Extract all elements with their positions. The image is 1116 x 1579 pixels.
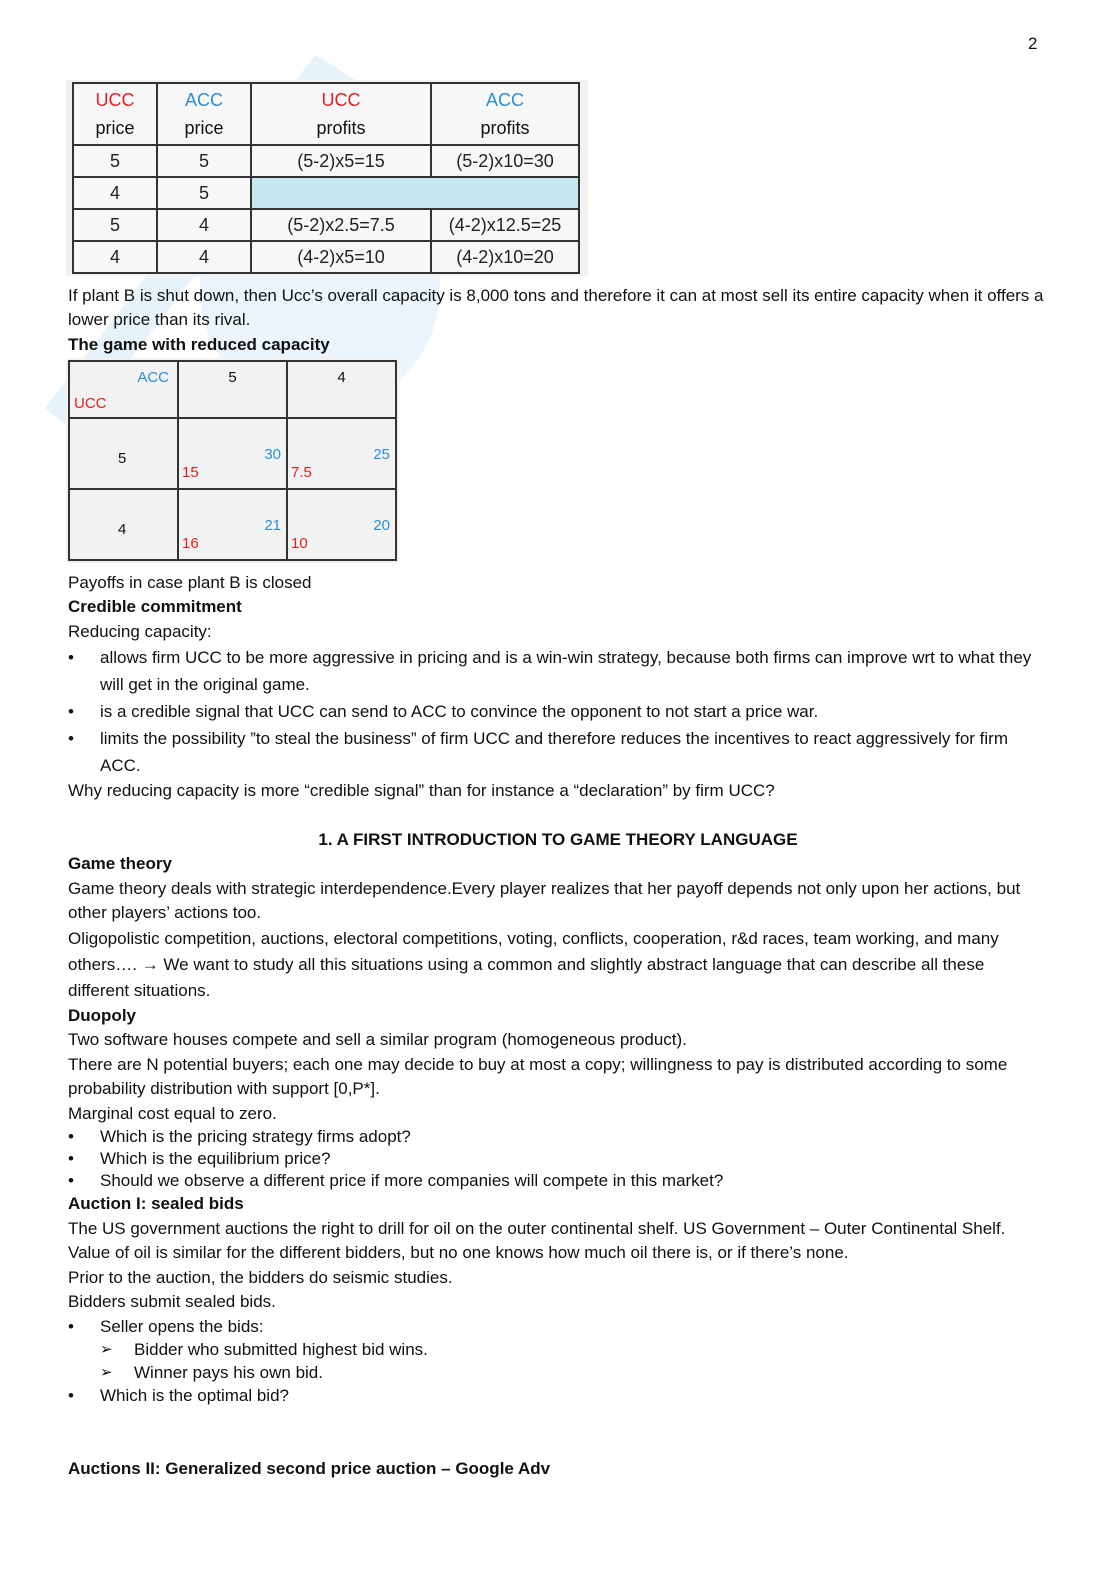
matrix-col-header: 5 bbox=[178, 361, 287, 418]
auction-1-bullet-list bbox=[68, 1315, 1048, 1338]
list-item: ➢ Bidder who submitted highest bid wins. bbox=[68, 1338, 1048, 1361]
credible-commitment-heading: Credible commitment bbox=[68, 597, 242, 616]
profits-table bbox=[72, 82, 580, 274]
list-item: • Which is the pricing strategy firms adopt? bbox=[68, 1126, 1048, 1148]
acc-payoff: 20 bbox=[373, 517, 390, 534]
auction-1-sub-list bbox=[68, 1338, 1048, 1384]
section-title: 1. A FIRST INTRODUCTION TO GAME THEORY LANGUAGE bbox=[318, 829, 798, 849]
list-item: • Which is the equilibrium price? bbox=[68, 1148, 1048, 1170]
header-acc-profits: ACC profits bbox=[431, 83, 579, 145]
duopoly-paragraph-1: Two software houses compete and sell a similar program (homogeneous product). bbox=[68, 1030, 687, 1049]
header-ucc-profits: UCC profits bbox=[251, 83, 431, 145]
list-item: ➢ Winner pays his own bid. bbox=[68, 1361, 1048, 1384]
ucc-payoff: 15 bbox=[182, 463, 199, 481]
matrix-cell bbox=[178, 489, 287, 560]
game-theory-heading: Game theory bbox=[68, 854, 172, 873]
matrix-corner bbox=[69, 361, 178, 418]
table-cell: (4-2)x10=20 bbox=[431, 241, 579, 273]
matrix-cell bbox=[287, 418, 396, 489]
duopoly-paragraph-3: Marginal cost equal to zero. bbox=[68, 1103, 277, 1123]
table-cell: (5-2)x2.5=7.5 bbox=[251, 209, 431, 241]
table-header-row bbox=[73, 83, 579, 145]
list-item: • Which is the optimal bid? bbox=[68, 1384, 1048, 1407]
row-player-label: UCC bbox=[74, 395, 107, 412]
page-number: 2 bbox=[1028, 34, 1038, 53]
table-cell: 5 bbox=[73, 145, 157, 177]
table-cell: (4-2)x12.5=25 bbox=[431, 209, 579, 241]
ucc-payoff: 7.5 bbox=[291, 463, 312, 481]
list-item: • is a credible signal that UCC can send to ACC to convince the opponent to not start a price war. bbox=[68, 698, 1048, 725]
document-body bbox=[68, 80, 1048, 1481]
table-cell: (4-2)x5=10 bbox=[251, 241, 431, 273]
game-theory-paragraph-2: Oligopolistic competition, auctions, electoral competitions, voting, conflicts, cooperation, r&d races, team working, and many others…. → We want to study all this situations using a common and slightly abstract language that can describe all these different situations. bbox=[68, 928, 999, 1000]
table-cell: 5 bbox=[157, 177, 251, 209]
list-item: • Seller opens the bids: bbox=[68, 1315, 1048, 1338]
table-cell-highlighted bbox=[251, 177, 579, 209]
matrix-cell bbox=[287, 489, 396, 560]
duopoly-heading: Duopoly bbox=[68, 1005, 136, 1025]
header-acc-price: ACC price bbox=[157, 83, 251, 145]
matrix-cell bbox=[178, 418, 287, 489]
list-item: • allows firm UCC to be more aggressive in pricing and is a win-win strategy, because both firms can improve wrt to what they will get in the original game. bbox=[68, 644, 1048, 698]
header-ucc-price: UCC price bbox=[73, 83, 157, 145]
table-cell: (5-2)x5=15 bbox=[251, 145, 431, 177]
list-item: • Should we observe a different price if more companies will compete in this market? bbox=[68, 1170, 1048, 1192]
auction-1-bullet-list-2 bbox=[68, 1384, 1048, 1407]
table-row bbox=[73, 177, 579, 209]
arrow-icon: → bbox=[141, 954, 159, 974]
auction-1-heading: Auction I: sealed bids bbox=[68, 1194, 244, 1213]
list-item: • limits the possibility ”to steal the business” of firm UCC and therefore reduces the incentives to react aggressively for firm ACC. bbox=[68, 725, 1048, 779]
table-cell: 4 bbox=[73, 241, 157, 273]
auction-2-heading: Auctions II: Generalized second price auction – Google Adv bbox=[68, 1458, 551, 1478]
table-cell: 5 bbox=[157, 145, 251, 177]
table-row bbox=[73, 241, 579, 273]
table-cell: 4 bbox=[157, 241, 251, 273]
payoff-matrix-figure bbox=[66, 358, 399, 563]
duopoly-paragraph-2: There are N potential buyers; each one may decide to buy at most a copy; willingness to pay is distributed according to some probability distribution with support [0,P*]. bbox=[68, 1054, 1008, 1098]
table-cell: 4 bbox=[157, 209, 251, 241]
reducing-capacity-label: Reducing capacity: bbox=[68, 621, 212, 641]
table-cell: 5 bbox=[73, 209, 157, 241]
duopoly-bullet-list bbox=[68, 1126, 1048, 1192]
auction-1-paragraph-2: Prior to the auction, the bidders do seismic studies. bbox=[68, 1267, 453, 1287]
table-cell: (5-2)x10=30 bbox=[431, 145, 579, 177]
why-question: Why reducing capacity is more “credible signal” than for instance a “declaration” by firm UCC? bbox=[68, 781, 775, 800]
game-theory-paragraph-1: Game theory deals with strategic interdependence.Every player realizes that her payoff depends not only upon her actions, but other players’ actions too. bbox=[68, 878, 1021, 922]
matrix-caption: Payoffs in case plant B is closed bbox=[68, 572, 312, 592]
col-player-label: ACC bbox=[137, 369, 169, 386]
table-row bbox=[73, 145, 579, 177]
matrix-row-header: 4 bbox=[69, 489, 178, 560]
table-row bbox=[73, 209, 579, 241]
table-cell: 4 bbox=[73, 177, 157, 209]
ucc-payoff: 10 bbox=[291, 534, 308, 552]
ucc-payoff: 16 bbox=[182, 534, 199, 552]
acc-payoff: 21 bbox=[264, 517, 281, 534]
payoff-matrix bbox=[68, 360, 397, 561]
acc-payoff: 25 bbox=[373, 446, 390, 463]
intro-paragraph: If plant B is shut down, then Ucc’s overall capacity is 8,000 tons and therefore it can at most sell its entire capacity when it offers a lower price than its rival. bbox=[68, 285, 1044, 329]
acc-payoff: 30 bbox=[264, 446, 281, 463]
auction-1-paragraph-3: Bidders submit sealed bids. bbox=[68, 1292, 276, 1311]
profits-table-figure bbox=[66, 80, 588, 276]
matrix-row-header: 5 bbox=[69, 418, 178, 489]
matrix-col-header: 4 bbox=[287, 361, 396, 418]
auction-1-paragraph-1: The US government auctions the right to drill for oil on the outer continental shelf. US Government – Outer Continental Shelf. Value of oil is similar for the different bidders, but no one knows how much oil there is, or if there’s none. bbox=[68, 1218, 1006, 1262]
reduced-capacity-heading: The game with reduced capacity bbox=[68, 334, 330, 354]
credible-bullet-list bbox=[68, 644, 1048, 779]
